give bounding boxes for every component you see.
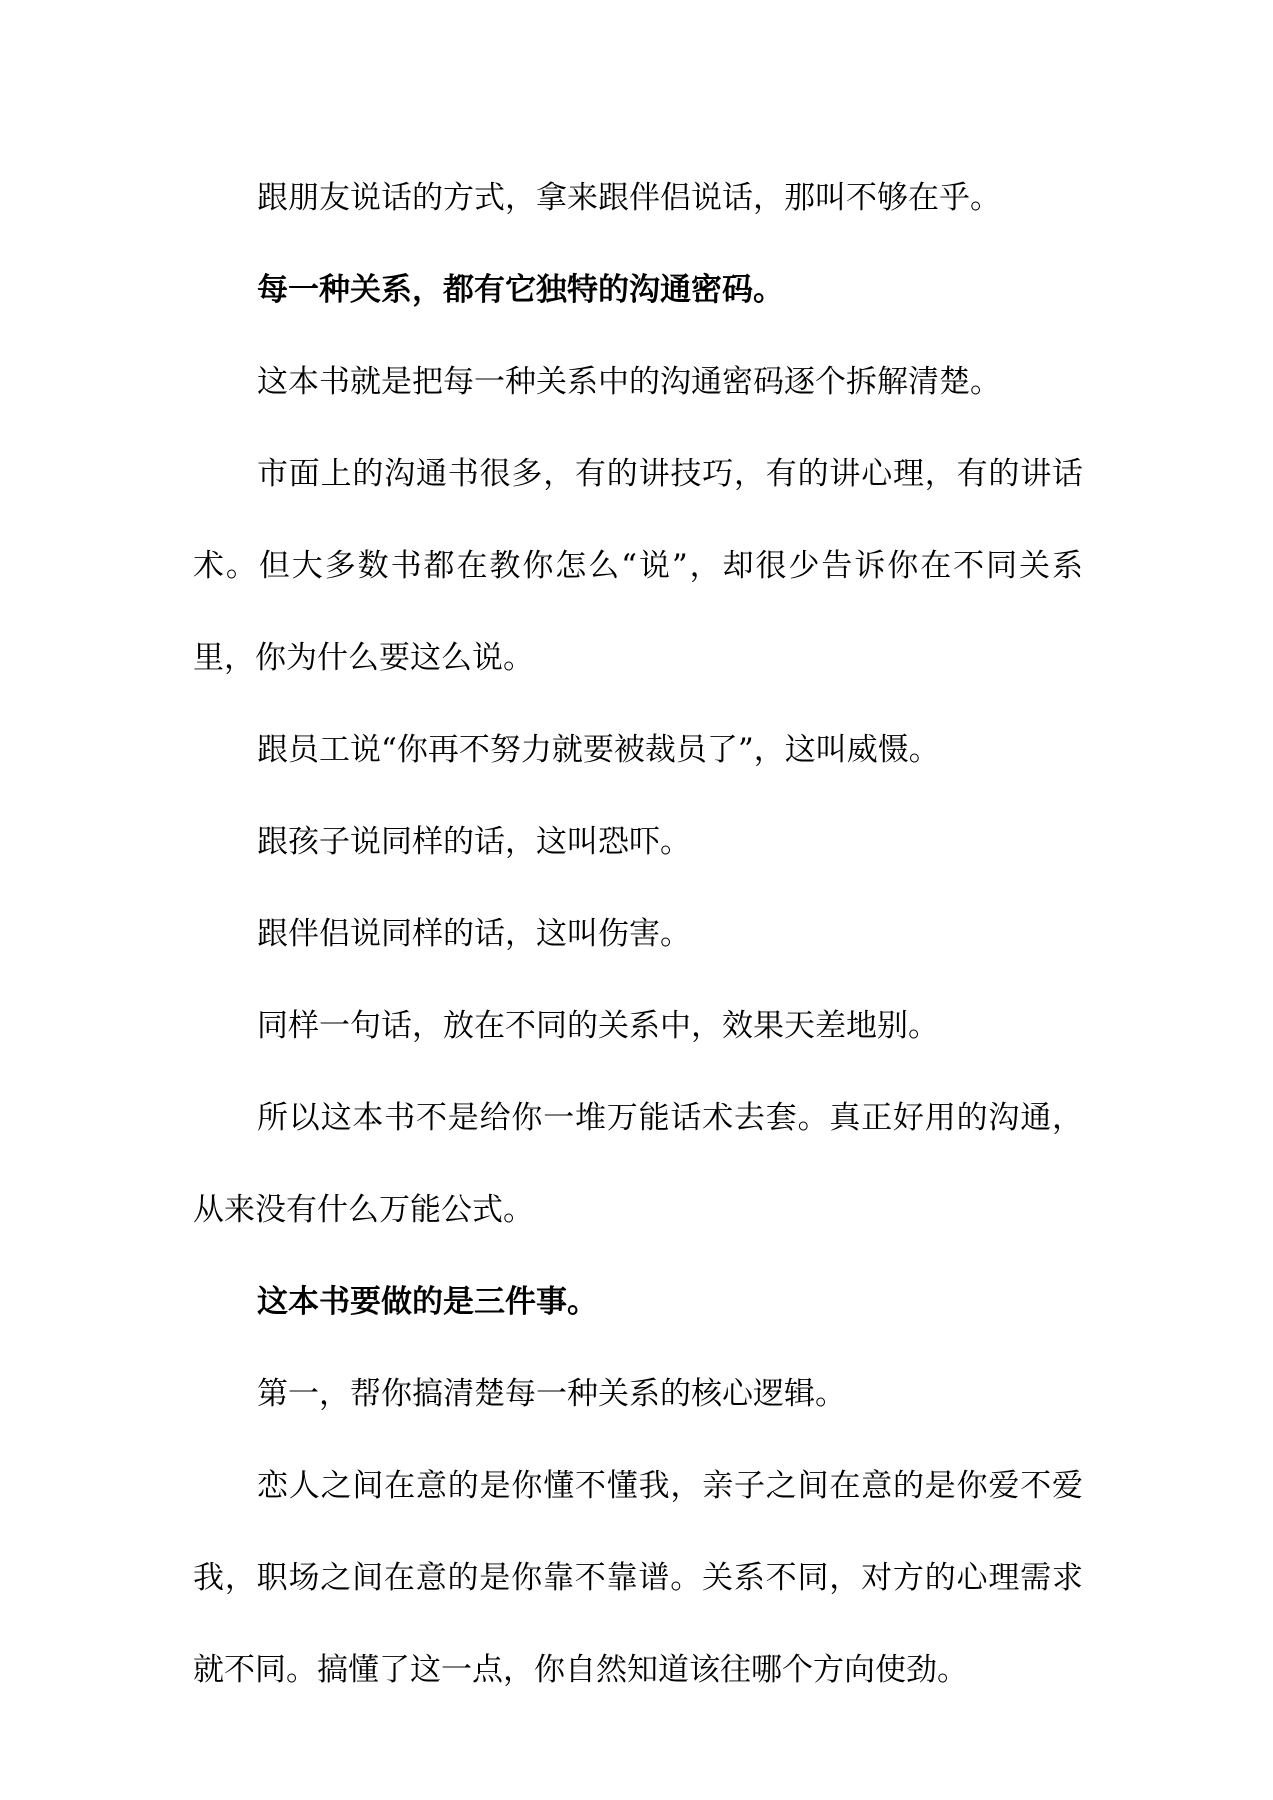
paragraph-6: 跟孩子说同样的话，这叫恐吓。 xyxy=(257,824,691,860)
paragraph-3: 这本书就是把每一种关系中的沟通密码逐个拆解清楚。 xyxy=(257,364,1001,400)
paragraph-8: 同样一句话，放在不同的关系中，效果天差地别。 xyxy=(257,1008,939,1044)
paragraph-7: 跟伴侣说同样的话，这叫伤害。 xyxy=(257,916,691,952)
paragraph-1: 跟朋友说话的方式，拿来跟伴侣说话，那叫不够在乎。 xyxy=(257,180,1001,216)
paragraph-11: 第一，帮你搞清楚每一种关系的核心逻辑。 xyxy=(257,1376,846,1412)
body-text xyxy=(193,152,1083,1716)
paragraph-9: 所以这本书不是给你一堆万能话术去套。真正好用的沟通，从来没有什么万能公式。 xyxy=(193,1100,1083,1228)
paragraph-12: 恋人之间在意的是你懂不懂我，亲子之间在意的是你爱不爱我，职场之间在意的是你靠不靠谱。关系不同，对方的心理需求就不同。搞懂了这一点，你自然知道该往哪个方向使劲。 xyxy=(193,1468,1083,1688)
paragraph-10-bold: 这本书要做的是三件事。 xyxy=(257,1284,598,1320)
paragraph-5: 跟员工说“你再不努力就要被裁员了”，这叫威慑。 xyxy=(257,732,940,768)
paragraph-4: 市面上的沟通书很多，有的讲技巧，有的讲心理，有的讲话术。但大多数书都在教你怎么“说”，却很少告诉你在不同关系里，你为什么要这么说。 xyxy=(193,456,1083,676)
paragraph-2-bold: 每一种关系，都有它独特的沟通密码。 xyxy=(257,272,784,308)
